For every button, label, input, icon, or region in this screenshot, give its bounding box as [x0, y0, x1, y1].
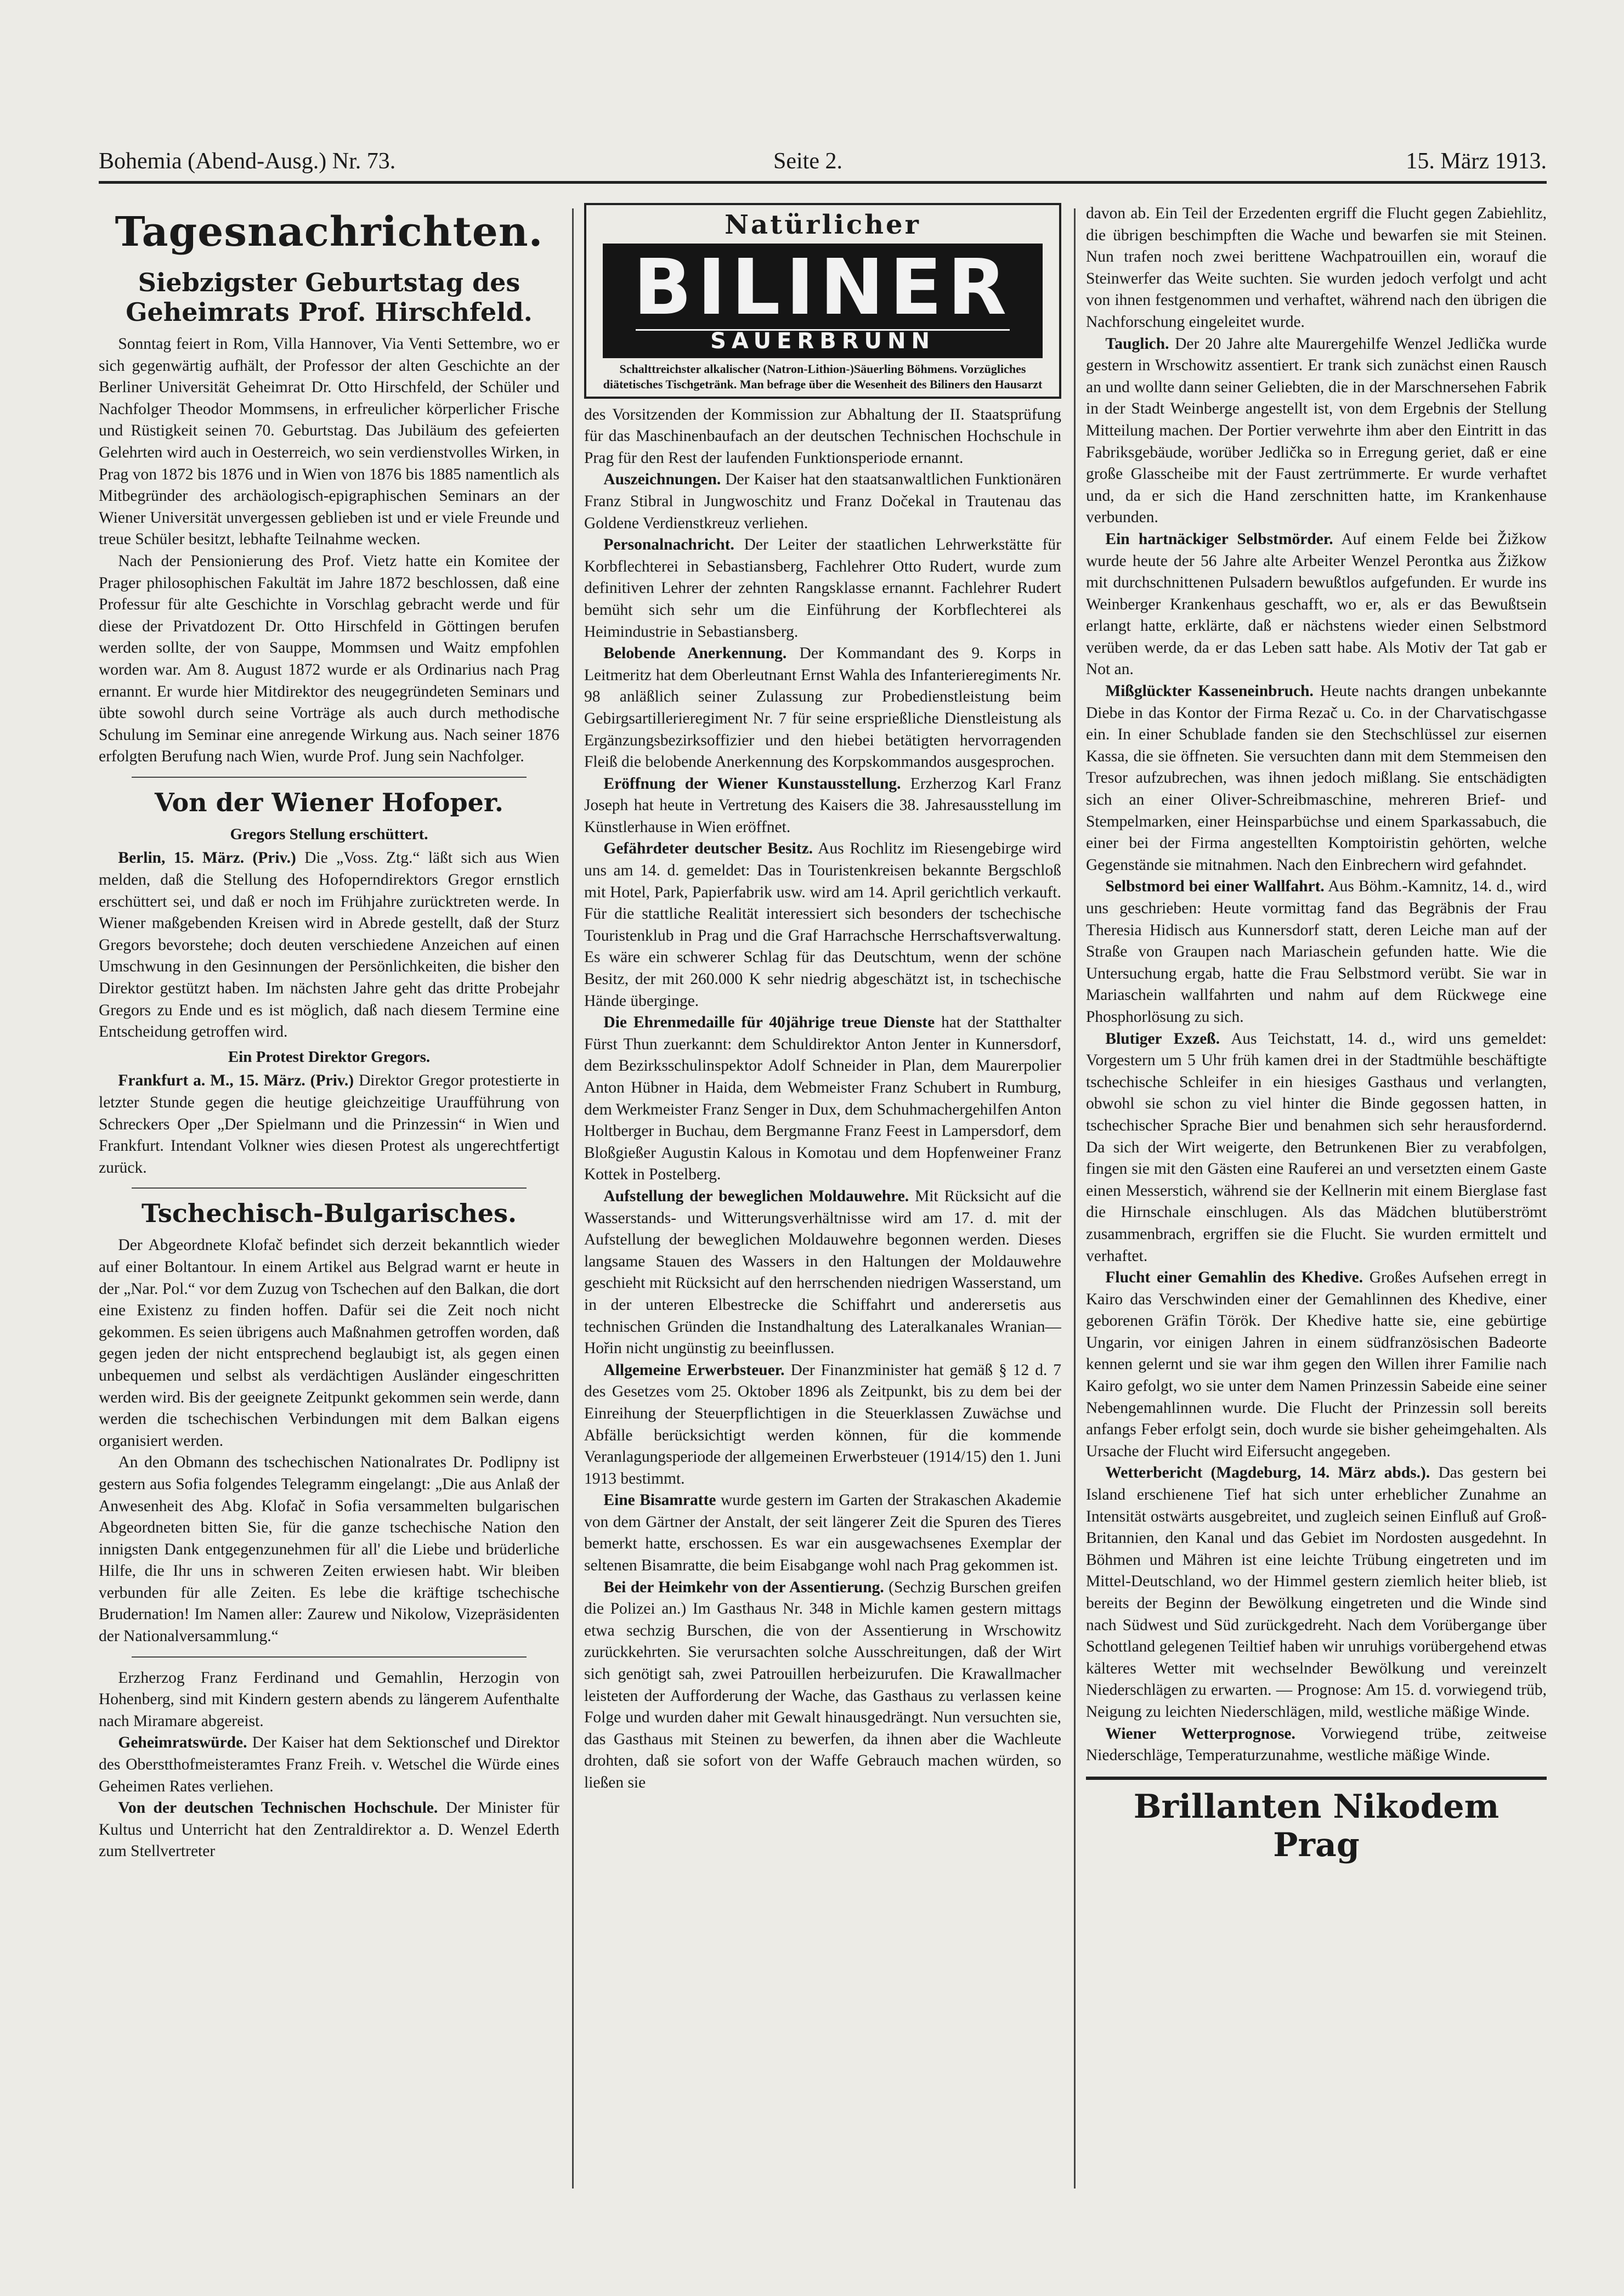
article-subtitle: Ein Protest Direktor Gregors.	[228, 1048, 431, 1066]
biliner-advertisement	[584, 203, 1061, 399]
nikodem-advertisement: Brillanten Nikodem Prag	[1086, 1777, 1547, 1864]
article-text: Großes Aufsehen erregt in Kairo das Verschwinden einer der Gemahlinnen des Khedive, einer geborenen Gräfin Török. Der Khedive hatte sie, eine gebürtige Ungarin, vor einigen Jahren in einem südfranzösischen Badeorte kennen gelernt und sie war ihm gegen den Willen ihrer Familie nach Kairo gefolgt, wo sie unter dem Namen Prinzessin Sabeide eine seiner Nebengemahlinnen wurde. Die Flucht der Prinzessin soll bereits anfangs Feber erfolgt sein, doch wurde sie bisher geheimgehalten. Als Ursache der Flucht wird Eifersucht angegeben.	[1086, 1269, 1547, 1460]
divider	[132, 1656, 527, 1658]
article-title: Von der Wiener Hofoper.	[155, 787, 503, 817]
item-heading: Blutiger Exzeß.	[1105, 1030, 1220, 1048]
article-paragraph: davon ab. Ein Teil der Erzedenten ergriff die Flucht gegen Zabiehlitz, die übrigen beschimpften die Wache und bewarfen sie mit Steinen. Nun trafen noch zwei berittene Wachpatrouillen ein, worauf die Steinwerfer das Weite suchten. Sie wurden jedoch verfolgt und acht von ihnen festgenommen und verhaftet, während nach den übrigen die Nachforschung eingeleitet wurde.	[1086, 205, 1547, 331]
column-rule	[1074, 208, 1076, 2188]
divider	[132, 777, 527, 778]
article-text: Der Kaiser hat den staatsanwaltlichen Funktionären Franz Stibral in Jungwoschitz und Franz Dočekal in Trautenau das Goldene Verdienstkreuz verliehen.	[584, 471, 1061, 532]
article-text: Auf einem Felde bei Žižkow wurde heute der 56 Jahre alte Arbeiter Wenzel Perontka aus Žižkow mit durchschnittenen Pulsadern bewußtlos aufgefunden. Er wurde ins Weinberger Krankenhaus geschafft, wo er, als er das Bewußtsein erlangt hatte, erklärte, daß er nächstens wieder einen Selbstmord verüben werde, da er das Leben satt habe. Als Motiv der Tat gab er Not an.	[1086, 530, 1547, 678]
item-heading: Bei der Heimkehr von der Assentierung.	[603, 1578, 884, 1596]
item-heading: Tauglich.	[1105, 335, 1169, 353]
item-heading: Wiener Wetterprognose.	[1105, 1724, 1295, 1743]
dateline: Frankfurt a. M., 15. März. (Priv.)	[118, 1072, 354, 1090]
item-heading: Allgemeine Erwerbsteuer.	[603, 1361, 785, 1379]
header-page-number: Seite 2.	[773, 149, 842, 174]
article-paragraph: Sonntag feiert in Rom, Villa Hannover, Via Venti Settembre, wo er sich gegenwärtig aufhält, der Professor der alten Geschichte an der Berliner Universität Geheimrat Dr. Otto Hirschfeld, der Schüler und Nachfolger Theodor Mommsens, in erfreulicher körperlicher Frische und Rüstigkeit seinen 70. Geburtstag. Das Jubiläum des gefeierten Gelehrten wird auch in Oesterreich, wo sein verdienstvolles Wirken, in Prag von 1872 bis 1876 und in Wien von 1876 bis 1885 namentlich als Mitbegründer des archäologisch-epigraphischen Seminars an der Wiener Universität unvergessen geblieben ist und er viele Freunde und treue Schüler besitzt, lebhafte Teilnahme wecken.	[99, 335, 559, 548]
article-paragraph: des Vorsitzenden der Kommission zur Abhaltung der II. Staatsprüfung für das Maschinenbaufach an der deutschen Technischen Hochschule in Prag für den Rest der laufenden Funktionsperiode ernannt.	[584, 405, 1061, 467]
newspaper-page	[82, 126, 1547, 2199]
item-heading: Eröffnung der Wiener Kunstausstellung.	[603, 774, 901, 793]
item-heading: Flucht einer Gemahlin des Khedive.	[1105, 1269, 1363, 1287]
article-text: Der Minister für Kultus und Unterricht hat den Zentraldirektor a. D. Wenzel Ederth zum Stellvertreter	[99, 1799, 559, 1860]
article-text: Direktor Gregor protestierte in letzter Stunde gegen die heutige gleichzeitige Uraufführung von Schreckers Oper „Der Spielmann und die Prinzessin“ in Wien und Frankfurt. Intendant Volkner wies diesen Protest als ungerechtfertigt zurück.	[99, 1072, 559, 1177]
ad-brand: BILINER	[633, 243, 1012, 332]
column-3	[1086, 203, 1547, 2188]
section-heading: Tagesnachrichten.	[115, 208, 544, 256]
dateline: Berlin, 15. März. (Priv.)	[118, 849, 296, 867]
column-rule	[572, 208, 574, 2188]
weather-place: (Magdeburg, 14. März abds.).	[1210, 1464, 1430, 1482]
article-text: Der Finanzminister hat gemäß § 12 d. 7 des Gesetzes vom 25. Oktober 1896 als Zeitpunkt, bis zu dem bei der Einreihung der Steuerpflichtigen in die Steuerklassen Zuwächse und Abfälle berücksichtigt werden können, für die kommende Veranlagungsperiode der allgemeinen Erwerbsteuer (1914/15) den 1. Juni 1913 bestimmt.	[584, 1361, 1061, 1488]
column-1	[99, 203, 559, 2188]
article-text: (Sechzig Burschen greifen die Polizei an.) Im Gasthaus Nr. 348 in Michle kamen gestern mittags etwa sechzig Burschen, die von der Assentierung in Wrschowitz zurückkehrten. Sie verursachten solche Ausschreitungen, daß der Wirt sich genötigt sah, zwei Patrouillen herbeizurufen. Die Krawallmacher leisteten der Aufforderung der Wache, das Gasthaus zu verlassen keine Folge und wurden daher mit Gewalt hinausgedrängt. Nun versuchten sie, das Gasthaus mit Steinen zu bewerfen, da ihnen aber die Wachleute drohten, daß sie sofort von der Waffe Gebrauch machen würden, so ließen sie	[584, 1578, 1061, 1791]
column-2	[584, 203, 1061, 2188]
header-date: 15. März 1913.	[1406, 149, 1547, 174]
item-heading: Von der deutschen Technischen Hochschule.	[118, 1799, 438, 1817]
article-text: hat der Statthalter Fürst Thun zuerkannt: dem Schuldirektor Anton Jenter in Kunnersdorf, dem Bezirksschulinspektor Adolf Schneider in Plan, dem Maurerpolier Anton Hübner in Haida, dem Webmeister Franz Schubert in Rumburg, dem Werkmeister Franz Senger in Dux, dem Schuhmachergehilfen Anton Holtberger in Buchau, dem Bergmanne Franz Feest in Lampersdorf, dem Bloßgießer Augustin Kalous in Komotau und dem Hopfenweiner Franz Kottek in Postelberg.	[584, 1014, 1061, 1184]
article-paragraph: Erzherzog Franz Ferdinand und Gemahlin, Herzogin von Hohenberg, sind mit Kindern gestern abends zu längerem Aufenthalte nach Miramare abgereist.	[99, 1669, 559, 1730]
article-title: Tschechisch-Bulgarisches.	[141, 1198, 517, 1229]
item-heading: Gefährdeter deutscher Besitz.	[603, 840, 813, 858]
item-heading: Personalnachricht.	[603, 536, 734, 554]
article-text: Der Leiter der staatlichen Lehrwerkstätte für Korbflechterei in Sebastiansberg, Fachlehrer Otto Rudert, wurde zum definitiven Lehrer der zehnten Rangsklasse ernannt. Fachlehrer Rudert bemüht sich sehr um die Einführung der Korbflechterei als Heimindustrie in Sebastiansberg.	[584, 536, 1061, 641]
item-heading: Mißglückter Kasseneinbruch.	[1105, 682, 1314, 700]
ad-fine-print: Schalttreichster alkalischer (Natron-Lithion-)Säuerling Böhmens. Vorzügliches diätetisches Tischgetränk. Man befrage über die Wesenheit des Biliners den Hausarzt	[603, 361, 1043, 391]
article-paragraph: Nach der Pensionierung des Prof. Vietz hatte ein Komitee der Prager philosophischen Fakultät im Jahre 1872 beschlossen, daß eine Professur für alte Geschichte in Vorschlag gebracht werde und für diese der Privatdozent Dr. Otto Hirschfeld in Göttingen berufen werden sollte, der von Sauppe, Mommsen und Waitz empfohlen worden war. Am 8. August 1872 wurde er als Ordinarius nach Prag ernannt. Er wurde hier Mitdirektor des neugegründeten Seminars und übte sowohl durch seine Vorträge als auch durch methodische Schulung im Seminar eine anregende Wirkung aus. Nach seiner 1876 erfolgten Berufung nach Wien, wurde Prof. Jung sein Nachfolger.	[99, 552, 559, 766]
ad-brand-sub: SAUERBRUNN	[636, 329, 1010, 353]
article-text: Mit Rücksicht auf die Wasserstands- und Witterungsverhältnisse wird am 17. d. mit der Aufstellung der beweglichen Moldauwehre begonnen werden. Dieses langsame Stauen des Wassers in den Haltungen der Moldauwehre geschieht mit Rücksicht auf den herrschenden niedrigen Wasserstand, um in der unteren Elbestrecke die Schiffahrt und anderersetis aus technischen Gründen die Instandhaltung des Lateralkanales Wranian—Hořin nicht ungünstig zu beeinflussen.	[584, 1187, 1061, 1358]
article-text: Erzherzog Karl Franz Joseph hat heute in Vertretung des Kaisers die 38. Jahresausstellung im Künstlerhause in Wien eröffnet.	[584, 774, 1061, 836]
article-text: Der Kommandant des 9. Korps in Leitmeritz hat dem Oberleutnant Ernst Wahla des Infanterieregiments Nr. 98 anläßlich seiner Zulassung zur Probedienstleistung beim Gebirgsartillerieregiment Nr. 7 für seine ersprießliche Dienstleistung als Ergänzungsbezirksoffizier und den hiebei betätigten hervorragenden Fleiß die belobende Anerkennung des Korpskommandos ausgesprochen.	[584, 644, 1061, 771]
article-text: Aus Teichstatt, 14. d., wird uns gemeldet: Vorgestern um 5 Uhr früh kamen drei in der Stadtmühle beschäftigte tschechische Schleifer in ein hiesiges Gasthaus und verlangten, obwohl sie schon zu viel hinter die Binde gegossen hatten, in tschechischer Sprache Bier und benahmen sich sehr herausfordernd. Da sich der Wirt weigerte, den Betrunkenen Bier zu verabfolgen, fingen sie mit den Gästen eine Rauferei an und versetzten einem Gaste einen Messerstich, während sie der Kellnerin mit einem Bierglase fast die Hirnschale einschlugen. Als das Mädchen blutüberströmt zusammenbrach, ergriffen sie die Flucht. Sie wurden ermittelt und verhaftet.	[1086, 1030, 1547, 1265]
item-heading: Selbstmord bei einer Wallfahrt.	[1105, 878, 1325, 896]
article-text: Vorwiegend trübe, zeitweise Niederschläge, Temperaturzunahme, westliche mäßige Winde.	[1086, 1724, 1547, 1765]
divider	[132, 1187, 527, 1189]
article-text: Die „Voss. Ztg.“ läßt sich aus Wien melden, daß die Stellung des Hofoperndirektors Gregor ernstlich erschüttert sei, und daß er noch im Frühjahre zurücktreten werde. In Wiener maßgebenden Kreisen wird in Abrede gestellt, daß der Sturz Gregors bevorstehe; doch deuten verschiedene Anzeichen auf einen Umschwung in den Gesinnungen der Persönlichkeiten, die bisher den Direktor gestützt haben. Im nächsten Jahre geht das dritte Probejahr Gregors zu Ende und es ist möglich, daß nach diesem Termine eine Entscheidung getroffen wird.	[99, 849, 559, 1041]
item-heading: Aufstellung der beweglichen Moldauwehre.	[603, 1187, 909, 1205]
article-text: Der 20 Jahre alte Maurergehilfe Wenzel Jedlička wurde gestern in Wrschowitz assentiert. Er trank sich zunächst einen Rausch an und wollte dann seiner Geliebten, die in der Marschnersehen Fabrik in der Stadt Weinberge angestellt ist, von dem Ergebnis der Stellung Mitteilung machen. Der Portier verwehrte ihm aber den Eintritt in das Fabriksgebäude, worüber Jedlička so in Erregung geriet, daß er eine große Glasscheibe mit der Faust zertrümmerte. Er wurde verhaftet und, da er sich die Hand zerschnitten hatte, im Krankenhause verbunden.	[1086, 335, 1547, 527]
article-title: Siebzigster Geburtstag des Geheimrats Prof. Hirschfeld.	[126, 268, 533, 327]
item-heading: Eine Bisamratte	[603, 1491, 716, 1509]
ad-logo	[603, 244, 1043, 358]
article-text: Der Kaiser hat dem Sektionschef und Direktor des Oberstthofmeisteramtes Franz Freih. v. Wetschel die Würde eines Geheimen Rates verliehen.	[99, 1734, 559, 1795]
header-publication: Bohemia (Abend-Ausg.) Nr. 73.	[99, 149, 396, 174]
article-text: Aus Rochlitz im Riesengebirge wird uns am 14. d. gemeldet: Das in Touristenkreisen bekannte Bergschloß mit Hotel, Park, Papierfabrik usw. wird am 14. April gerichtlich verkauft. Für die stattliche Realität interessiert sich besonders der tschechische Touristenklub in Prag und die Graf Harrachsche Herrschaftsverwaltung. Es wäre ein schwerer Schlag für das Deutschtum, wenn der schöne Besitz, der mit 260.000 K sehr niedrig abgeschätzt ist, in tschechische Hände überginge.	[584, 840, 1061, 1010]
item-heading: Wetterbericht	[1105, 1464, 1203, 1482]
article-text: wurde gestern im Garten der Strakaschen Akademie von dem Gärtner der Anstalt, der seit längerer Zeit die Spuren des Tieres bemerkt hatte, erschossen. Es war ein ausgewachsenes Exemplar der seltenen Bisamratte, die beim Eisabgange wohl nach Prag gekommen ist.	[584, 1491, 1061, 1575]
article-text: Heute nachts drangen unbekannte Diebe in das Kontor der Firma Rezač u. Co. in der Charvatischgasse ein. In einer Schublade fanden sie den Stechschlüssel zur eisernen Kassa, die sie öffneten. Sie versuchten dann mit dem Stemmeisen den Tresor aufzubrechen, was ihnen jedoch mißlang. Sie entschädigten sich an einer Oliver-Schreibmaschine, mehreren Brief- und Stempelmarken, einer Heinsparbüchse und einem Sparkassabuch, die einer bei der Firma angestellten Komptoiristin gehörten, welche Gegenstände sie mitnahmen. Nach den Einbrechern wird gefahndet.	[1086, 682, 1547, 874]
item-heading: Geheimratswürde.	[118, 1734, 247, 1752]
ad-tagline: Natürlicher	[725, 210, 921, 240]
article-subtitle: Gregors Stellung erschüttert.	[230, 825, 428, 843]
running-header	[99, 148, 1547, 184]
item-heading: Belobende Anerkennung.	[603, 644, 787, 663]
article-text: Aus Böhm.-Kamnitz, 14. d., wird uns geschrieben: Heute vormittag fand das Begräbnis der Frau Theresia Hidisch aus Kunnersdorf statt, deren Leiche man auf der Straße von Graupen nach Mariaschein gefunden hatte. Wie die Untersuchung ergab, hatte die Frau Selbstmord verübt. Sie war in Mariaschein wallfahrten und nahm auf dem Rückwege eine Phosphorlösung zu sich.	[1086, 878, 1547, 1026]
article-paragraph: Der Abgeordnete Klofač befindet sich derzeit bekanntlich wieder auf einer Boltantour. In einem Artikel aus Belgrad warnt er heute in der „Nar. Pol.“ vor dem Zuzug von Tschechen auf den Balkan, die dort eine Existenz zu finden hoffen. Dafür sei die Zeit noch nicht gekommen. Es seien übrigens auch Maßnahmen getroffen worden, daß gegen jeden der nicht entsprechend beglaubigt ist, als gegen einen unbequemen und selbst als verdächtigen Ausländer eingeschritten werden wird. Bis der geeignete Zeitpunkt gekommen sein werde, dann werden die tschechischen Verbindungen mit dem Balkan eigens organisiert werden.	[99, 1236, 559, 1450]
item-heading: Ein hartnäckiger Selbstmörder.	[1105, 530, 1333, 548]
article-text: Das gestern bei Island erschienene Tief hat sich unter erheblicher Zunahme an Intensität ostwärts ausgebreitet, und zugleich seinen Einfluß auf Groß-Britannien, den Kanal und das Gebiet im Nordosten ausgedehnt. In Böhmen und Mähren ist eine leichte Trübung eingetreten und im Mittel-Deutschland, wo der Himmel gestern ziemlich heiter blieb, ist bereits der Beginn der Bewölkung eingetreten und die Winde sind nach Südwest und Süd zurückgedreht. Nach dem Vorübergange über Schottland gelegenen Teiltief haben wir unruhigs vorübergehend etwas kälteres Wetter mit wechselnder Bewölkung und vereinzelt Niederschlägen zu erwarten. — Prognose: Am 15. d. vorwiegend trüb, Neigung zu leichten Niederschlägen, mild, westliche mäßige Winde.	[1086, 1464, 1547, 1721]
item-heading: Auszeichnungen.	[603, 471, 721, 489]
article-paragraph: An den Obmann des tschechischen Nationalrates Dr. Podlipny ist gestern aus Sofia folgendes Telegramm eingelangt: „Die aus Anlaß der Anwesenheit des Abg. Klofač in Sofia versammelten bulgarischen Abgeordneten bitten Sie, für die ganze tschechische Nation den innigsten Dank entgegenzunehmen für all' die Liebe und brüderliche Hilfe, die Ihr uns in schweren Zeiten erwiesen habt. Wir bleiben verbunden für alle Zeiten. Es lebe die kräftige tschechische Brudernation! Im Namen aller: Zaurew und Nikolow, Vizepräsidenten der Nationalversammlung.“	[99, 1454, 559, 1645]
item-heading: Die Ehrenmedaille für 40jährige treue Dienste	[603, 1014, 935, 1032]
